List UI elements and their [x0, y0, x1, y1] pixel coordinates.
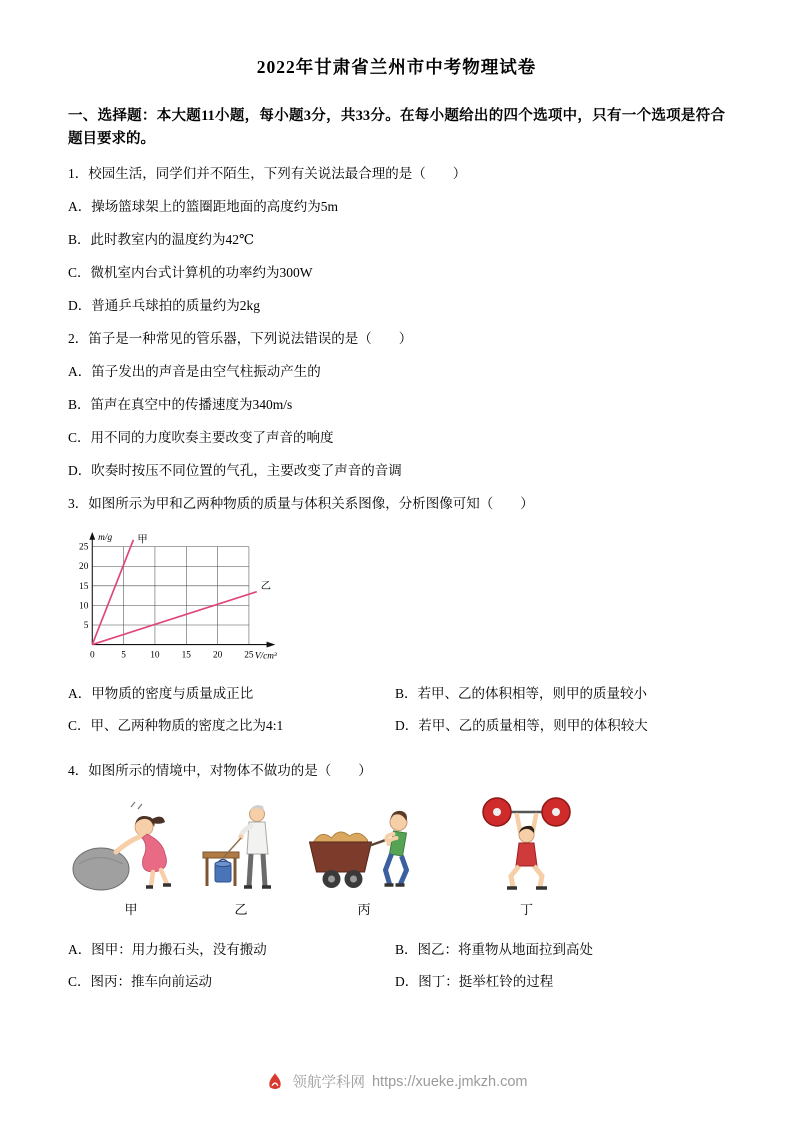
- lifter-legs: [511, 866, 542, 887]
- q3-option-d: D．若甲、乙的质量相等，则甲的体积较大: [395, 717, 648, 733]
- x-tick-0: 0: [89, 650, 95, 661]
- lifter-singlet: [516, 843, 537, 866]
- figure-bing-illustration: [300, 794, 428, 894]
- q2-option-c: C．用不同的力度吹奏主要改变了声音的响度: [68, 429, 334, 445]
- q4-options: [68, 940, 725, 1004]
- chart-grid: [92, 546, 249, 644]
- q3-chart-figure: [58, 527, 725, 674]
- q2-option-a: A．笛子发出的声音是由空气柱振动产生的: [68, 363, 321, 379]
- x-tick-5: 5: [121, 650, 126, 661]
- figure-bing: [300, 794, 428, 918]
- series-yi-line: [92, 592, 256, 645]
- q4-option-a: A．图甲：用力搬石头，没有搬动: [68, 941, 267, 957]
- y-tick-15: 15: [79, 581, 89, 592]
- x-axis-arrow: [267, 641, 276, 647]
- figure-yi: [200, 794, 282, 918]
- q4-option-c: C．图丙：推车向前运动: [68, 973, 213, 989]
- figure-ding: [478, 794, 575, 918]
- site-name: 领航学科网: [292, 1075, 365, 1091]
- figure-bing-label: 丙: [357, 901, 371, 917]
- y-axis-arrow: [89, 532, 95, 540]
- question-1: [68, 164, 725, 315]
- question-3: [68, 494, 725, 748]
- q4-figure-row: [70, 794, 725, 918]
- person-legs: [386, 854, 407, 884]
- cart-body: [310, 842, 372, 872]
- question-4: [68, 761, 725, 1004]
- q3-option-a: A．甲物质的密度与质量成正比: [68, 685, 254, 701]
- q3-option-b: B．若甲、乙的体积相等，则甲的质量较小: [395, 685, 648, 701]
- q1-option-c: C．微机室内台式计算机的功率约为300W: [68, 264, 313, 280]
- q1-option-b: B．此时教室内的温度约为42℃: [68, 231, 255, 247]
- x-tick-10: 10: [150, 650, 160, 661]
- y-tick-25: 25: [79, 542, 89, 553]
- site-url-link[interactable]: https://xueke.jmkzh.com: [371, 1073, 528, 1090]
- chart-axes: [92, 537, 269, 645]
- q4-option-d: D．图丁：挺举杠铃的过程: [395, 973, 554, 989]
- question-4-stem: 4．如图所示的情境中，对物体不做功的是（ ）: [68, 762, 372, 778]
- figure-jia: [70, 794, 192, 918]
- x-tick-20: 20: [212, 650, 223, 661]
- figure-jia-label: 甲: [124, 901, 138, 917]
- site-logo-icon: [265, 1072, 285, 1092]
- figure-yi-label: 乙: [234, 901, 248, 917]
- question-2-stem: 2．笛子是一种常见的管乐器，下列说法错误的是（ ）: [68, 330, 413, 346]
- q4-option-b: B．图乙：将重物从地面拉到高处: [395, 941, 594, 957]
- mass-volume-line-chart: [58, 527, 293, 674]
- page-title: 2022年甘肃省兰州市中考物理试卷: [256, 57, 537, 77]
- question-2: [68, 329, 725, 480]
- y-tick-20: 20: [79, 561, 89, 572]
- y-axis-label: m/g: [98, 532, 113, 543]
- figure-jia-illustration: [70, 794, 192, 894]
- series-jia-line: [92, 540, 133, 645]
- q1-option-d: D．普通乒乓球拍的质量约为2kg: [68, 297, 260, 313]
- question-3-stem: 3．如图所示为甲和乙两种物质的质量与体积关系图像，分析图像可知（ ）: [68, 495, 534, 511]
- series-yi-label: 乙: [260, 580, 271, 592]
- y-tick-10: 10: [79, 601, 89, 612]
- q3-options: [68, 684, 725, 748]
- person-arms: [116, 836, 141, 852]
- table: [203, 852, 239, 858]
- x-tick-25: 25: [244, 650, 254, 661]
- person-dress: [142, 834, 167, 872]
- stone: [73, 848, 129, 890]
- q2-option-b: B．笛声在真空中的传播速度为340m/s: [68, 396, 293, 412]
- figure-ding-illustration: [478, 794, 575, 894]
- question-1-stem: 1．校园生活，同学们并不陌生，下列有关说法最合理的是（ ）: [68, 165, 467, 181]
- figure-ding-label: 丁: [519, 901, 533, 917]
- figure-yi-illustration: [200, 794, 282, 894]
- section-heading: 一、选择题：本大题11小题，每小题3分，共33分。在每小题给出的四个选项中，只有一个选项是符合题目要求的。: [68, 108, 725, 147]
- q1-option-a: A．操场篮球架上的篮圈距地面的高度约为5m: [68, 198, 338, 214]
- y-tick-5: 5: [83, 620, 89, 631]
- x-axis-label: V/cm³: [254, 651, 277, 662]
- site-footer: [0, 1071, 793, 1092]
- q2-option-d: D．吹奏时按压不同位置的气孔，主要改变了声音的音调: [68, 462, 402, 478]
- q3-option-c: C．甲、乙两种物质的密度之比为4:1: [68, 717, 284, 733]
- x-tick-15: 15: [181, 650, 191, 661]
- series-jia-label: 甲: [137, 534, 148, 546]
